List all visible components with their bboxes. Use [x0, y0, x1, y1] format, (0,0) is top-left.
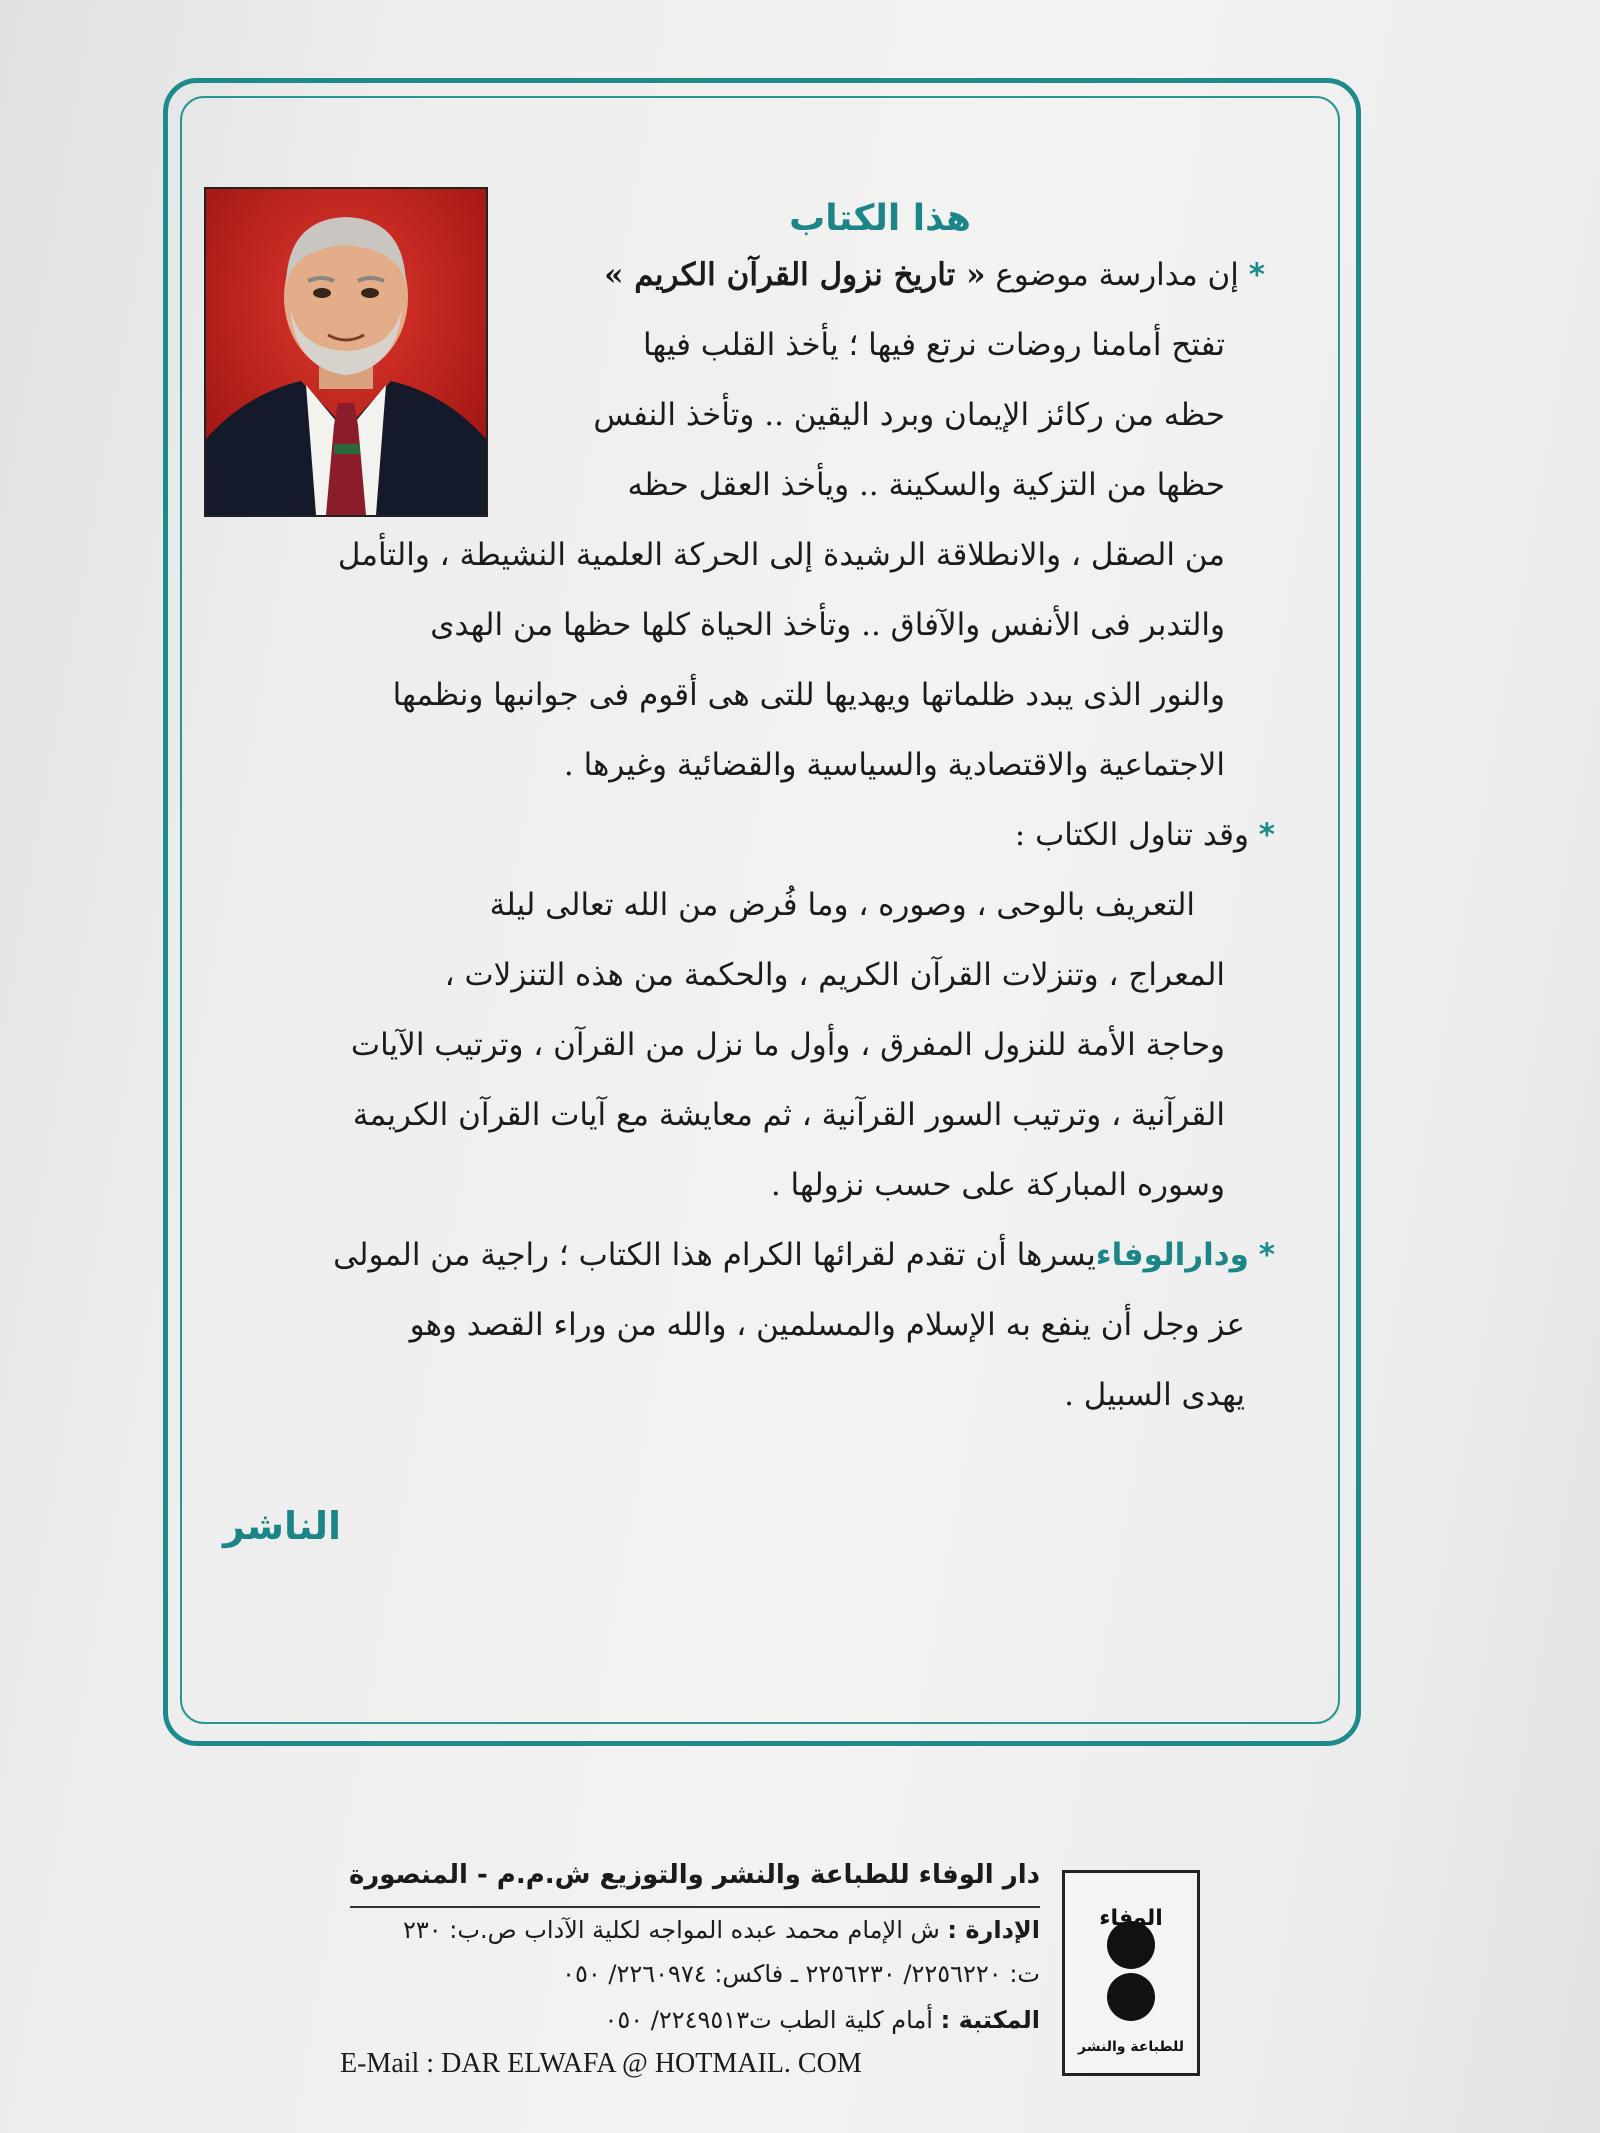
bullet-star-icon: * [1258, 1237, 1275, 1273]
paragraph-3-lead [333, 1237, 1275, 1273]
admin-label: الإدارة : [947, 1916, 1040, 1944]
email-row: E-Mail : DAR ELWAFA @ HOTMAIL. COM [340, 2048, 862, 2079]
paragraph-2-line: المعراج ، وتنزلات القرآن الكريم ، والحكمة من هذه التنزلات ، [444, 957, 1225, 993]
phones-row: ت: ٢٢٥٦٢٢٠/ ٢٢٥٦٢٣٠ ـ فاكس: ٢٢٦٠٩٧٤/ ٠٥٠ [562, 1960, 1040, 1988]
logo-top-text: الوفاء [1099, 1906, 1163, 1931]
paragraph-2-line: التعريف بالوحى ، وصوره ، وما فُرض من الله تعالى ليلة [489, 887, 1195, 923]
publisher-logo-icon [1065, 1873, 1197, 2073]
book-name-quote: « تاريخ نزول القرآن الكريم » [604, 257, 986, 293]
publisher-name: دار الوفاء للطباعة والنشر والتوزيع ش.م.م - المنصورة [348, 1860, 1040, 1890]
library-label: المكتبة : [940, 2006, 1040, 2034]
paragraph-2-lead [1015, 817, 1275, 853]
bullet-star-icon: * [1248, 257, 1265, 293]
library-row [604, 2006, 1040, 2034]
paragraph-2-line: وسوره المباركة على حسب نزولها . [770, 1167, 1225, 1203]
paragraph-3-lead-text: يسرها أن تقدم لقرائها الكرام هذا الكتاب ؛ راجية من المولى [333, 1237, 1096, 1273]
publisher-logo [1062, 1870, 1200, 2076]
paragraph-1-line: من الصقل ، والانطلاقة الرشيدة إلى الحركة العلمية النشيطة ، والتأمل [337, 537, 1225, 573]
paragraph-1-line: والتدبر فى الأنفس والآفاق .. وتأخذ الحياة كلها حظها من الهدى [430, 607, 1225, 643]
paragraph-1-line: حظها من التزكية والسكينة .. ويأخذ العقل حظه [627, 467, 1225, 503]
admin-address: ش الإمام محمد عبده المواجه لكلية الآداب ص.ب: ٢٣٠ [402, 1916, 940, 1944]
paragraph-3-line: عز وجل أن ينفع به الإسلام والمسلمين ، والله من وراء القصد وهو [409, 1307, 1245, 1343]
author-portrait-icon [206, 189, 486, 515]
publisher-footer [340, 1860, 1040, 2100]
paragraph-2-line: وحاجة الأمة للنزول المفرق ، وأول ما نزل من القرآن ، وترتيب الآيات [350, 1027, 1225, 1063]
logo-bottom-text: للطباعة والنشر [1078, 2039, 1184, 2055]
paragraph-3-line: يهدى السبيل . [1064, 1377, 1245, 1413]
paragraph-1-lead [604, 257, 1265, 293]
bullet-star-icon: * [1258, 817, 1275, 853]
library-address: أمام كلية الطب ت٢٢٤٩٥١٣/ ٠٥٠ [604, 2006, 933, 2034]
section-title: هذا الكتاب [789, 198, 971, 239]
publisher-signature: الناشر [222, 1504, 342, 1548]
paragraph-1-line: والنور الذى يبدد ظلماتها ويهديها للتى هى أقوم فى جوانبها ونظمها [392, 677, 1225, 713]
footer-divider [350, 1906, 1040, 1908]
paragraph-2-lead-text: وقد تناول الكتاب : [1014, 817, 1249, 853]
admin-row [403, 1916, 1040, 1944]
author-photo [204, 187, 488, 517]
paragraph-1-line: تفتح أمامنا روضات نرتع فيها ؛ يأخذ القلب فيها [643, 327, 1225, 363]
paragraph-2-line: القرآنية ، وترتيب السور القرآنية ، ثم معايشة مع آيات القرآن الكريمة [352, 1097, 1225, 1133]
paragraph-1-line: حظه من ركائز الإيمان وبرد اليقين .. وتأخذ النفس [593, 397, 1225, 433]
paragraph-1-lead-text: إن مدارسة موضوع [995, 257, 1239, 293]
publisher-brand-inline: ودارالوفاء [1095, 1237, 1249, 1273]
paragraph-1-line: الاجتماعية والاقتصادية والسياسية والقضائية وغيرها . [563, 747, 1225, 783]
